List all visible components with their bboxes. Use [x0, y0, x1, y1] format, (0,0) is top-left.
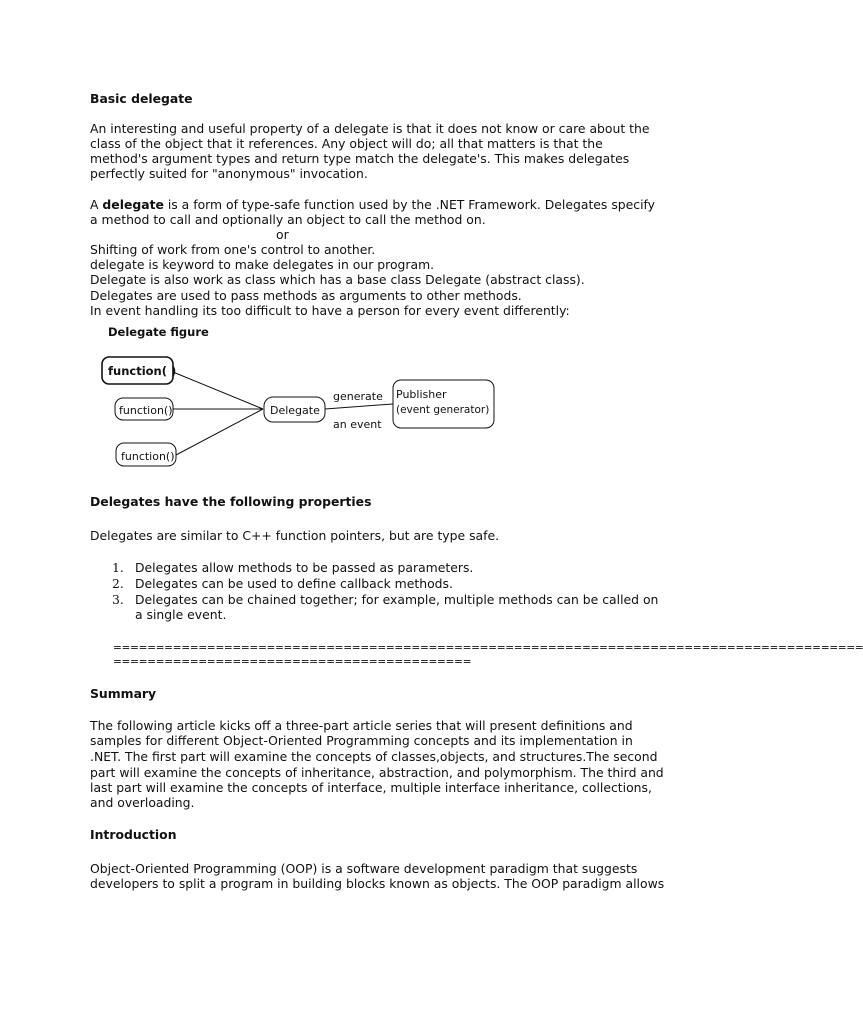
figure-title: Delegate figure — [108, 325, 209, 339]
heading-introduction: Introduction — [90, 827, 177, 842]
connector-line — [325, 404, 393, 409]
function-label: function( ) — [108, 364, 177, 378]
paragraph-line: method's argument types and return type match the delegate's. This makes delegates — [90, 151, 630, 166]
delegate-label: Delegate — [270, 404, 320, 417]
connector-line — [173, 372, 263, 409]
paragraph-line: Delegates are similar to C++ function pointers, but are type safe. — [90, 528, 500, 543]
heading-basic-delegate: Basic delegate — [90, 91, 193, 106]
publisher-sub-label: (event generator) — [396, 404, 490, 416]
paragraph-line: Object-Oriented Programming (OOP) is a software development paradigm that suggests — [90, 861, 638, 876]
list-number: 2. — [112, 576, 124, 591]
paragraph-line: .NET. The first part will examine the concepts of classes,objects, and structures.The second — [90, 749, 658, 764]
list-line: Shifting of work from one's control to another. — [90, 242, 376, 257]
connector-line — [176, 409, 263, 455]
paragraph-line: class of the object that it references. Any object will do; all that matters is that the — [90, 136, 603, 151]
paragraph-line: and overloading. — [90, 795, 195, 810]
function-label: function() — [121, 450, 175, 463]
delegate-keyword: delegate — [102, 197, 164, 212]
heading-properties: Delegates have the following properties — [90, 494, 372, 509]
list-line: Delegates are used to pass methods as arguments to other methods. — [90, 288, 522, 303]
paragraph-line: developers to split a program in building blocks known as objects. The OOP paradigm allows — [90, 876, 665, 891]
list-item: Delegates can be used to define callback methods. — [135, 576, 453, 591]
paragraph-line: last part will examine the concepts of interface, multiple interface inheritance, collections, — [90, 780, 652, 795]
publisher-label: Publisher — [396, 388, 447, 401]
text-suffix: is a form of type-safe function used by the .NET Framework. Delegates specify — [163, 197, 655, 212]
separator-line: ========================================== — [113, 656, 472, 668]
generate-label: generate — [333, 390, 383, 403]
list-line: Delegate is also work as class which has a base class Delegate (abstract class). — [90, 272, 585, 287]
list-item-continuation: a single event. — [135, 607, 227, 622]
paragraph-line: samples for different Object-Oriented Programming concepts and its implementation in — [90, 733, 633, 748]
or-text: or — [276, 227, 289, 242]
list-number: 1. — [112, 560, 124, 575]
paragraph-line: perfectly suited for "anonymous" invocation. — [90, 166, 368, 181]
paragraph-line: The following article kicks off a three-part article series that will present definitions and — [90, 718, 633, 733]
paragraph-line: An interesting and useful property of a delegate is that it does not know or care about the — [90, 121, 650, 136]
paragraph-line: a method to call and optionally an object to call the method on. — [90, 212, 486, 227]
separator-line: ======================================================================================== — [113, 642, 863, 654]
list-line: delegate is keyword to make delegates in our program. — [90, 257, 435, 272]
heading-summary: Summary — [90, 686, 157, 701]
list-number: 3. — [112, 592, 124, 607]
function-label: function() — [119, 404, 173, 417]
text-prefix: A — [90, 197, 103, 212]
an-event-label: an event — [333, 418, 382, 431]
list-item: Delegates allow methods to be passed as parameters. — [135, 560, 474, 575]
list-line: In event handling its too difficult to have a person for every event differently: — [90, 303, 570, 318]
list-item: Delegates can be chained together; for example, multiple methods can be called on — [135, 592, 659, 607]
paragraph-line: part will examine the concepts of inheritance, abstraction, and polymorphism. The third and — [90, 765, 664, 780]
